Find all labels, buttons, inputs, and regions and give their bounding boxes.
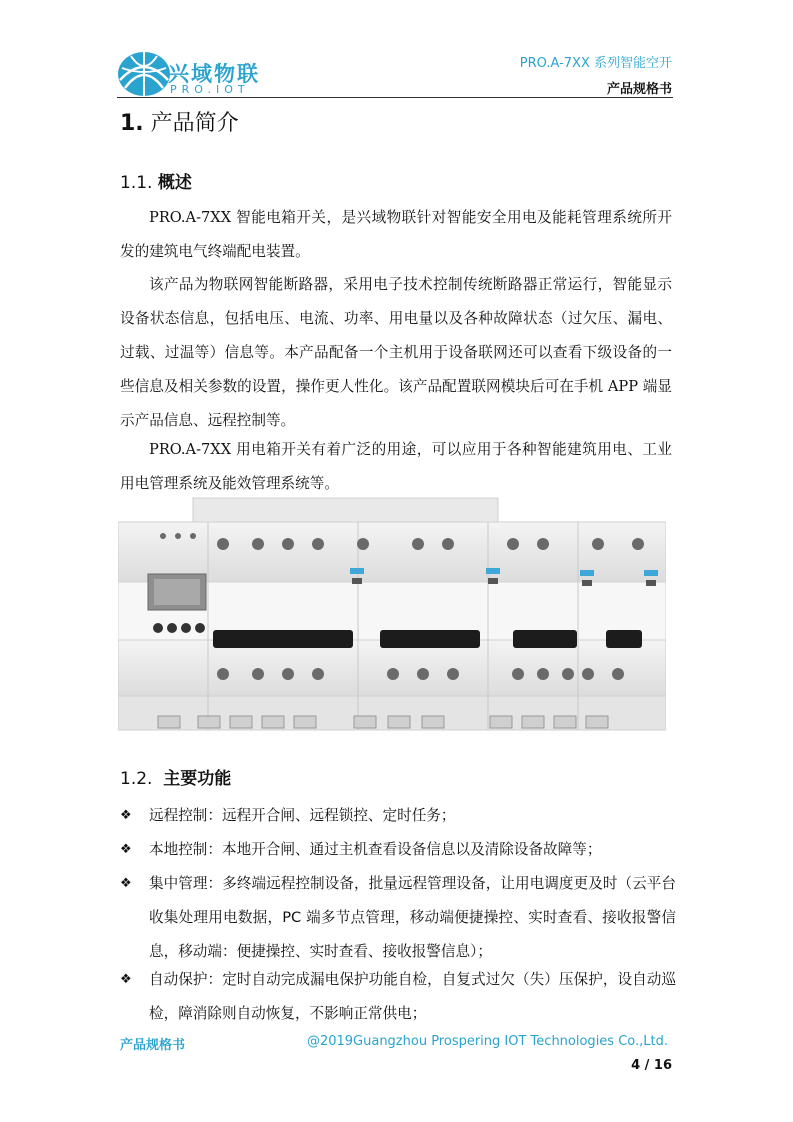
function-item-text: 本地控制：本地开合闸、通过主机查看设备信息以及清除设备故障等；	[149, 841, 602, 858]
header-series-title: PRO.A-7XX 系列智能空开	[519, 56, 672, 71]
overview-paragraph-2: 该产品为物联网智能断路器，采用电子技术控制传统断路器正常运行，智能显示设备状态信息，包括电压、电流、功率、用电量以及各种故障状态（过欠压、漏电、过载、过温等）信息等。本产品配备一个主机用于设备联网还可以查看下级设备的一些信息及相关参数的设置，操作更人性化。该产品配置联网模块后可在手机 APP 端显示产品信息、远程控制等。	[120, 276, 672, 429]
logo-text-cn: 兴域物联	[168, 62, 260, 86]
function-item-text: 集中管理：多终端远程控制设备，批量远程管理设备，让用电调度更及时（云平台收集处理用电数据，PC 端多节点管理，移动端便捷操控、实时查看、接收报警信息，移动端：便捷操控、实时查看、接收报警信息）；	[149, 875, 676, 960]
diamond-bullet-icon: ❖	[120, 842, 132, 857]
section-1-2-title: 主要功能	[163, 769, 232, 789]
header-divider	[117, 97, 673, 98]
function-item-remote	[120, 799, 676, 833]
function-item-central	[120, 867, 676, 969]
function-item-text: 远程控制：远程开合闸、远程锁控、定时任务；	[149, 807, 456, 824]
footer-doc-type: 产品规格书	[120, 1038, 186, 1053]
diamond-bullet-icon: ❖	[120, 972, 132, 987]
footer-copyright: @2019Guangzhou Prospering IOT Technologies Co.,Ltd.	[306, 1034, 668, 1049]
function-item-protection	[120, 963, 676, 1031]
function-item-local	[120, 833, 676, 867]
section-1-1-number: 1.1.	[120, 173, 153, 193]
page-number: 4 / 16	[631, 1058, 672, 1073]
section-1-1-heading	[120, 168, 192, 193]
product-image	[118, 496, 666, 732]
overview-paragraph-1: PRO.A-7XX 智能电箱开关，是兴域物联针对智能安全用电及能耗管理系统所开发的建筑电气终端配电装置。	[120, 209, 672, 260]
section-1-1-title: 概述	[157, 173, 192, 193]
diamond-bullet-icon: ❖	[120, 876, 132, 891]
section-1-2-number: 1.2.	[120, 769, 153, 789]
section-1-number: 1.	[120, 111, 144, 136]
section-1-2-heading	[120, 764, 231, 789]
function-item-text: 自动保护：定时自动完成漏电保护功能自检，自复式过欠（失）压保护，设自动巡检，障消除则自动恢复，不影响正常供电；	[149, 971, 676, 1022]
overview-paragraph-3: PRO.A-7XX 用电箱开关有着广泛的用途，可以应用于各种智能建筑用电、工业用电管理系统及能效管理系统等。	[120, 441, 672, 492]
section-1-heading	[120, 106, 239, 137]
logo-text-en: PRO.IOT	[170, 83, 250, 96]
diamond-bullet-icon: ❖	[120, 808, 132, 823]
header-doc-type: 产品规格书	[606, 82, 672, 97]
section-1-title: 产品简介	[150, 111, 239, 136]
